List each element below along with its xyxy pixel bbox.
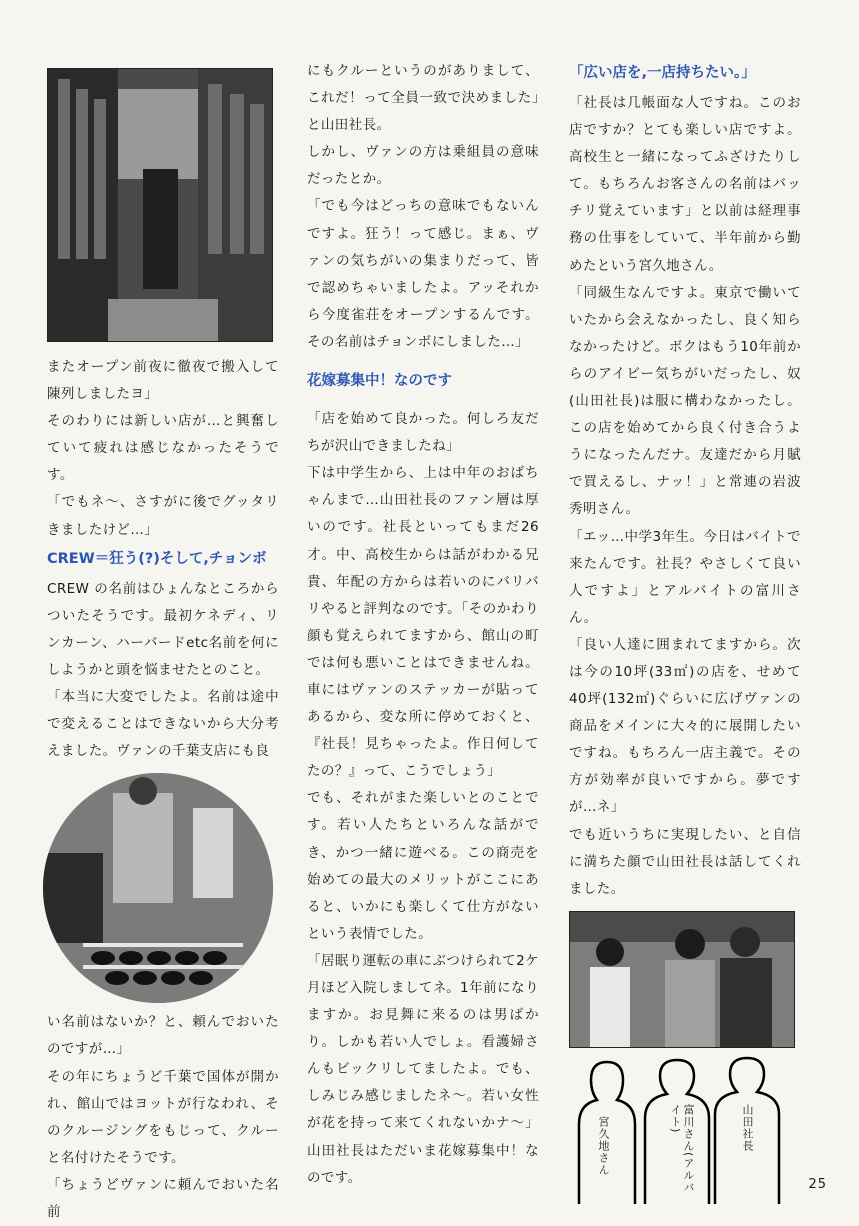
- paragraph: 「店を始めて良かった。何しろ友だちが沢山できましたね」: [307, 411, 539, 455]
- paragraph: 下は中学生から、上は中年のおばちゃんまで…山田社長のファン層は厚いのです。社長といってもまだ26才。中、高校生からは話がわかる兄貴、年配の方からは若いのにバリバリやると評判なのです。「そのかわり顔も覚えられてますから、館山の町では何も悪いことはできませんね。車にはヴァンのステッカーが貼ってあるから、変な所に停めておくと、『社長！見ちゃったよ。作日何してたの？』って、こうでしょう」: [307, 465, 539, 780]
- paragraph: そのわりには新しい店が…と興奮していて疲れは感じなかったそうです。: [47, 413, 279, 484]
- section-heading: 花嫁募集中！なのです: [307, 373, 452, 390]
- paragraph: 「本当に大変でしたよ。名前は途中で変えることはできないから大分考えました。ヴァンの千葉支店にも良: [47, 689, 279, 760]
- paragraph: 「でも今はどっちの意味でもないんですよ。狂う！って感じ。まぁ、ヴァンの気ちがいの集まりだって、皆で認めちゃいましたよ。アッそれから今度雀荘をオープンするんです。その名前はチョンボにしました…」: [307, 198, 539, 350]
- paragraph: にもクルーというのがありまして、これだ！って全員一致で決めました」と山田社長。: [307, 63, 539, 134]
- store-interior-photo: [47, 68, 273, 342]
- paragraph: 「居眠り運転の車にぶつけられて2ケ月ほど入院しましてネ。1年前になりますか。お見舞に来るのは男ばかり。しかも若い人でしょ。看護婦さんもビックリしてましたよ。でも、しみじみ感じましたネ～。若い女性が花を持って来てくれないかナ～」山田社長はただいま花嫁募集中！なのです。: [307, 952, 539, 1186]
- paragraph: 「同級生なんですよ。東京で働いていたから会えなかったし、良く知らなかったけど。ボクはもう10年前からのアイビー気ちがいだったし、奴(山田社長)は服に構わなかったし。この店を始めてから良く付き合うようになったんだナ。友達だから月賦で買えるし、ナッ！」と常連の岩波秀明さん。: [569, 284, 801, 518]
- paragraph: その年にちょうど千葉で国体が開かれ、館山ではヨットが行なわれ、そのクルージングをもじって、クルーと名付けたそうです。: [47, 1068, 279, 1166]
- store-interior-image: [48, 69, 272, 341]
- paragraph: 「でもネ～、さすがに後でグッタリきましたけど…」: [47, 494, 279, 538]
- column-2: [307, 58, 539, 1192]
- mannequin-display-photo: [43, 773, 273, 1003]
- staff-group-image: [570, 912, 794, 1047]
- paragraph: 「社長は几帳面な人ですね。このお店ですか？とても楽しい店ですよ。高校生と一緒になってふざけたりして。もちろんお客さんの名前はバッチリ覚えています」と以前は経理事務の仕事をしていて、半年前から勤めたという宮久地さん。: [569, 95, 801, 274]
- silhouette-label-middle: 富川さん(アルバイト): [669, 1103, 695, 1194]
- column-1: [47, 58, 279, 1226]
- paragraph: 「エッ…中学3年生。今日はバイトで来たんです。社長？やさしくて良い人ですよ」とアルバイトの富川さん。: [569, 528, 801, 626]
- silhouette-label-left: 宮久地さん: [597, 1115, 610, 1176]
- page-number: 25: [808, 1177, 827, 1192]
- section-heading: CREW＝狂う(?)そして,チョンボ: [47, 550, 267, 567]
- paragraph: でも近いうちに実現したい、と自信に満ちた顔で山田社長は話してくれました。: [569, 826, 801, 897]
- paragraph: またオープン前夜に徹夜で搬入して陳列しましたヨ」: [47, 359, 279, 403]
- paragraph: でも、それがまた楽しいとのことです。若い人たちといろんな話ができ、かつ一緒に遊べる。この商売を始めての最大のメリットがここにあると、いかにも楽しくて仕方がないという表情でした。: [307, 790, 539, 942]
- paragraph: CREW の名前はひょんなところからついたそうです。最初ケネディ、リンカーン、ハーバードetc名前を何にしようかと頭を悩ませたとのこと。: [47, 580, 279, 678]
- mannequin-display-image: [43, 773, 273, 1003]
- staff-silhouette-diagram: [569, 1054, 799, 1204]
- paragraph: 「良い人達に囲まれてますから。次は今の10坪(33㎡)の店を、せめて40坪(132㎡)ぐらいに広げヴァンの商品をメインに大々的に展開したいですね。もちろん一店主義で。その方が効率が良いですから。夢ですが…ネ」: [569, 636, 801, 816]
- paragraph: しかし、ヴァンの方は乗組員の意味だったとか。: [307, 144, 539, 188]
- section-heading: 「広い店を,一店持ちたい。」: [569, 65, 756, 81]
- staff-group-photo: [569, 911, 795, 1048]
- paragraph: い名前はないか？と、頼んでおいたのですが…」: [47, 1014, 279, 1058]
- paragraph: 「ちょうどヴァンに頼んでおいた名前: [47, 1176, 279, 1220]
- silhouette-label-right: 山田社長: [741, 1103, 754, 1152]
- column-3: [569, 58, 801, 1204]
